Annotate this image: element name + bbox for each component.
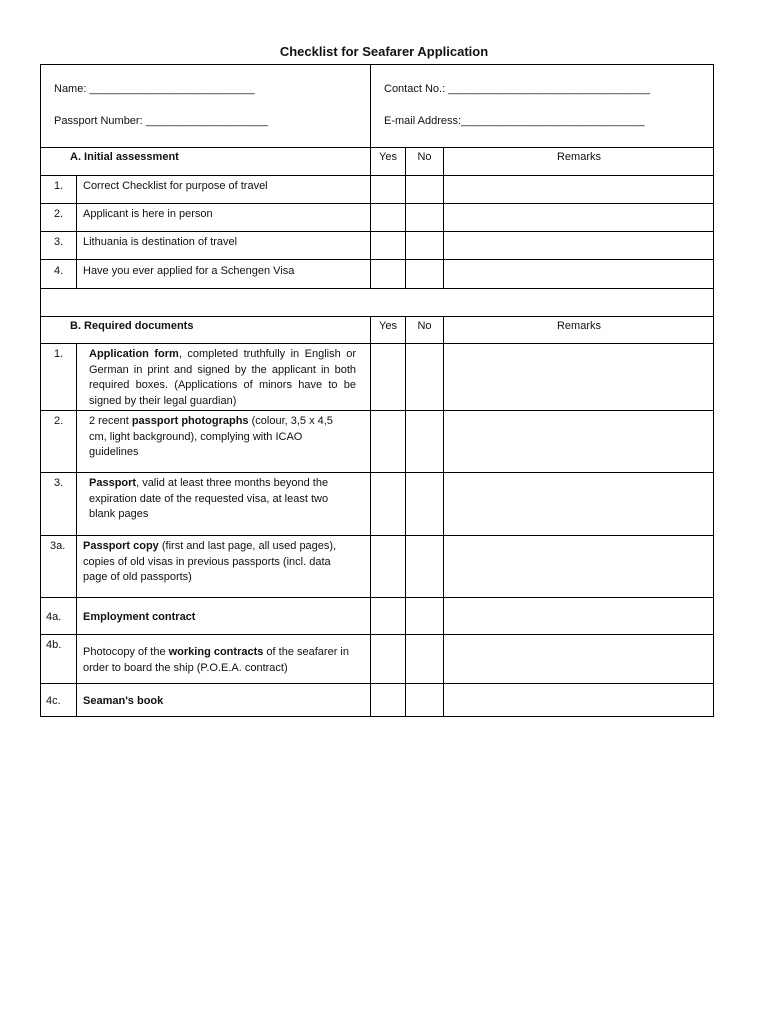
column-header-no: No [417, 151, 432, 163]
item-keyword: working contracts [168, 646, 264, 658]
checklist-item: Correct Checklist for purpose of travel [83, 180, 268, 192]
section-a-heading: A. Initial assessment [70, 151, 179, 163]
row-number: 4c. [46, 695, 61, 707]
item-description: , valid at least three months beyond the expiration date of the requested visa, at least two blank pages [89, 477, 329, 520]
row-number: 4a. [46, 611, 62, 623]
item-keyword: Seaman's book [83, 695, 164, 707]
divider [40, 410, 714, 411]
divider [40, 231, 714, 232]
column-header-yes: Yes [379, 320, 397, 332]
checklist-item [83, 645, 368, 676]
header-divider [370, 64, 371, 147]
item-keyword: Application form [89, 348, 179, 360]
divider [76, 343, 77, 717]
checklist-item [83, 539, 353, 586]
row-number: 3. [54, 477, 64, 489]
row-number: 2. [54, 208, 64, 220]
column-header-no: No [417, 320, 432, 332]
divider [40, 175, 714, 176]
checklist-item [83, 694, 163, 710]
email-field[interactable]: E-mail Address:______________________________ [384, 115, 645, 127]
divider [40, 535, 714, 536]
divider [40, 316, 714, 317]
checklist-item [83, 610, 195, 626]
name-field[interactable]: Name: ___________________________ [54, 83, 255, 95]
checklist-item: Applicant is here in person [83, 208, 213, 220]
column-header-yes: Yes [379, 151, 397, 163]
item-description: (first and last page, all used pages), copies of old visas in previous passports (incl. data page of old passports) [83, 540, 337, 583]
item-keyword: passport photographs [131, 415, 249, 427]
divider [443, 147, 444, 288]
item-prefix: Photocopy of the [83, 646, 169, 658]
checklist-item [83, 347, 356, 409]
divider [370, 147, 371, 288]
checklist-item: Lithuania is destination of travel [83, 236, 238, 248]
row-number: 1. [54, 348, 64, 360]
item-description: , completed truthfully in English or German in print and signed by the applicant in both required boxes. (Applications of minors have to be signed by their legal guardian) [89, 348, 356, 407]
checklist-item [83, 476, 351, 523]
divider [40, 203, 714, 204]
item-keyword: Passport copy [83, 540, 159, 552]
contact-field[interactable]: Contact No.: _________________________________ [384, 83, 651, 95]
divider [40, 343, 714, 344]
divider [40, 597, 714, 598]
divider [40, 147, 714, 148]
row-number: 3. [54, 236, 64, 248]
row-number: 2. [54, 415, 64, 427]
item-description: (colour, 3,5 x 4,5 cm, light background), complying with ICAO guidelines [89, 415, 333, 458]
checklist-item: Have you ever applied for a Schengen Visa [83, 265, 295, 277]
document-title: Checklist for Seafarer Application [279, 44, 489, 59]
row-number: 3a. [50, 540, 66, 552]
item-description: of the seafarer in order to board the ship (P.O.E.A. contract) [83, 646, 349, 674]
item-prefix: 2 recent [89, 415, 132, 427]
divider [40, 634, 714, 635]
divider [443, 316, 444, 717]
divider [40, 683, 714, 684]
passport-number-field[interactable]: Passport Number: ____________________ [54, 115, 269, 127]
row-number: 4. [54, 265, 64, 277]
row-number: 1. [54, 180, 64, 192]
divider [40, 259, 714, 260]
divider [40, 472, 714, 473]
column-header-remarks: Remarks [556, 151, 601, 163]
checklist-item [83, 414, 345, 461]
row-number: 4b. [46, 639, 62, 651]
item-keyword: Passport [89, 477, 137, 489]
divider [76, 175, 77, 288]
column-header-remarks: Remarks [556, 320, 601, 332]
divider [405, 147, 406, 288]
section-b-heading: B. Required documents [70, 320, 194, 332]
divider [370, 316, 371, 717]
item-keyword: Employment contract [83, 611, 196, 623]
divider [40, 288, 714, 289]
divider [405, 316, 406, 717]
